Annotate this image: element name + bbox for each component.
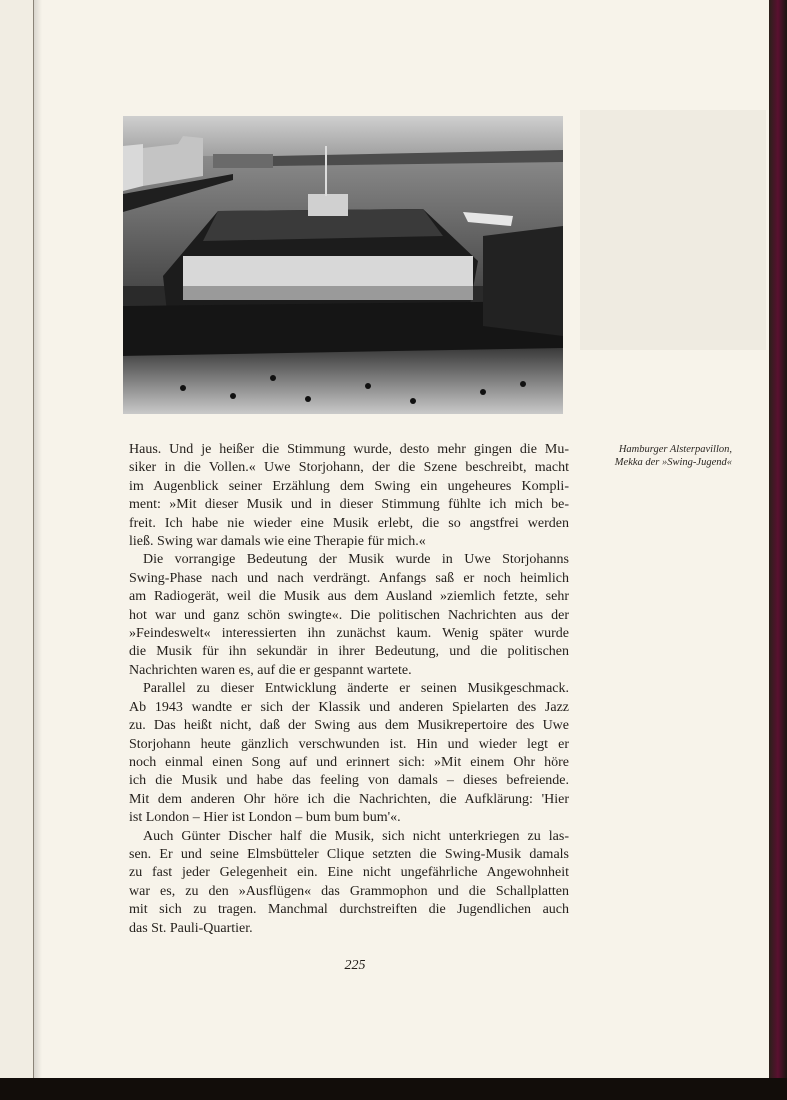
text-line: Swing-Phase nach und nach verdrängt. Anfangs saß er noch heimlich: [129, 570, 569, 586]
text-line: ment: »Mit dieser Musik und in dieser Stimmung fühlte ich mich be-: [129, 497, 569, 513]
text-line: freit. Ich habe nie wieder eine Musik erlebt, die so angstfrei werden: [129, 515, 569, 531]
text-line: sen. Er und seine Elmsbütteler Clique setzten die Swing-Musik damals: [129, 846, 569, 862]
gutter-shadow: [34, 0, 42, 1078]
text-line: im Augenblick seiner Erzählung dem Swing ein ungeheures Kompli-: [129, 478, 569, 494]
body-text: [129, 441, 569, 938]
show-through-image: [580, 110, 766, 350]
text-line: Mit dem anderen Ohr höre ich die Nachrichten, die Aufklärung: 'Hier: [129, 791, 569, 807]
previous-page-edge: [0, 0, 34, 1078]
page-number: 225: [344, 958, 366, 973]
book-cover-edge: [769, 0, 787, 1100]
text-line: siker in die Vollen.« Uwe Storjohann, der die Szene beschreibt, macht: [129, 460, 569, 476]
text-line: hot war und ganz schön swingte«. Die politischen Nachrichten aus der: [129, 607, 569, 623]
text-line: Parallel zu dieser Entwicklung änderte er seinen Musikgeschmack.: [143, 681, 569, 697]
text-line: Storjohann heute gänzlich verschwunden ist. Hin und wieder legt er: [129, 736, 569, 752]
text-line: am Radiogerät, weil die Musik aus dem Ausland »ziemlich fetzte, sehr: [129, 589, 569, 605]
caption-line: Mekka der »Swing-Jugend«: [614, 457, 732, 468]
scan-bottom-border: [0, 1078, 787, 1100]
text-line: Nachrichten waren es, auf die er gespannt wartete.: [129, 662, 412, 678]
text-line: noch einmal einen Song auf und erinnert sich: »Mit einem Ohr höre: [129, 754, 569, 770]
caption-line: Hamburger Alsterpavillon,: [618, 444, 732, 455]
text-line: mit sich zu tragen. Manchmal durchstreiften die Jugendlichen auch: [129, 902, 569, 918]
text-line: ließ. Swing war damals wie eine Therapie für mich.«: [129, 534, 426, 550]
text-line: zu fast jeder Gelegenheit ein. Eine nicht ungefährliche Angewohnheit: [129, 865, 569, 881]
text-line: war es, zu den »Ausflügen« das Grammophon und die Schallplatten: [129, 883, 569, 899]
text-line: Die vorrangige Bedeutung der Musik wurde in Uwe Storjohanns: [143, 552, 569, 568]
text-line: »Feindeswelt« interessierten ihn zunächst kaum. Wenig später wurde: [129, 626, 569, 642]
text-line: die Musik für ihn sekundär in ihrer Bedeutung, und die politischen: [129, 644, 569, 660]
text-line: ist London – Hier ist London – bum bum bum'«.: [129, 810, 401, 826]
photo-alsterpavillon: [123, 116, 563, 414]
photo-caption: [572, 443, 732, 469]
text-line: ich die Musik und habe das feeling von damals – dieses befreiende.: [129, 773, 569, 789]
text-line: Auch Günter Discher half die Musik, sich nicht unterkriegen zu las-: [143, 828, 569, 844]
text-line: das St. Pauli-Quartier.: [129, 920, 253, 936]
text-line: Ab 1943 wandte er sich der Klassik und anderen Spielarten des Jazz: [129, 699, 569, 715]
text-line: zu. Das heißt nicht, daß der Swing aus dem Musikrepertoire des Uwe: [129, 718, 569, 734]
text-line: Haus. Und je heißer die Stimmung wurde, desto mehr gingen die Mu-: [129, 442, 569, 457]
